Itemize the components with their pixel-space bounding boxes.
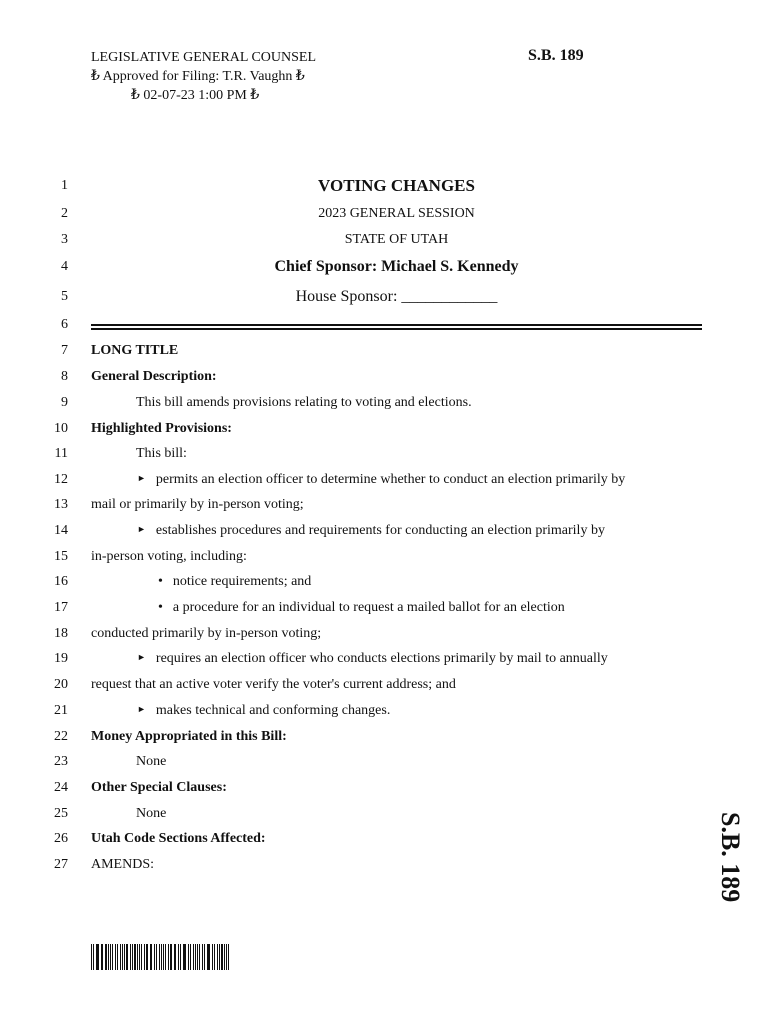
barcode-icon: [91, 944, 231, 970]
line-number: 11: [54, 446, 68, 461]
section-heading: Money Appropriated in this Bill:: [91, 729, 287, 744]
barcode-bar: [159, 944, 160, 970]
barcode-bar: [132, 944, 133, 970]
approval-date: ₺ 02-07-23 1:00 PM ₺: [131, 88, 260, 103]
barcode-bar: [199, 944, 200, 970]
line-number: 2: [61, 206, 68, 221]
barcode-bar: [212, 944, 213, 970]
list-item: [137, 523, 605, 539]
list-item: [137, 651, 608, 667]
line-number: 12: [54, 472, 68, 487]
line-number: 26: [54, 831, 68, 846]
body-line: conducted primarily by in-person voting;: [91, 626, 322, 641]
barcode-bar: [115, 944, 116, 970]
section-heading: Utah Code Sections Affected:: [91, 831, 266, 846]
line-number: 3: [61, 232, 68, 247]
dot-bullet-icon: •: [158, 574, 163, 589]
triangle-bullet-icon: ►: [137, 652, 146, 662]
barcode-bar: [144, 944, 145, 970]
line-number: 18: [54, 626, 68, 641]
barcode-bar: [197, 944, 198, 970]
barcode-bar: [154, 944, 155, 970]
line-number: 23: [54, 754, 68, 769]
barcode-bar: [124, 944, 125, 970]
barcode-bar: [93, 944, 94, 970]
section-heading: Other Special Clauses:: [91, 780, 227, 795]
barcode-bar: [91, 944, 92, 970]
barcode-bar: [134, 944, 135, 970]
barcode-bar: [130, 944, 131, 970]
line-number: 4: [61, 259, 68, 274]
barcode-bar: [117, 944, 118, 970]
body-line: This bill amends provisions relating to voting and elections.: [136, 395, 472, 410]
barcode-bar: [161, 944, 162, 970]
barcode-bar: [156, 944, 157, 970]
barcode-bar: [122, 944, 123, 970]
barcode-bar: [224, 944, 225, 970]
session-line: 2023 GENERAL SESSION: [318, 206, 475, 221]
house-sponsor: House Sponsor: ____________: [295, 288, 498, 305]
line-number: 20: [54, 677, 68, 692]
list-item: [158, 600, 565, 616]
line-number: 22: [54, 729, 68, 744]
barcode-bar: [208, 944, 210, 970]
barcode-bar: [110, 944, 111, 970]
state-line: STATE OF UTAH: [344, 232, 449, 247]
line-number: 25: [54, 806, 68, 821]
chief-sponsor: Chief Sponsor: Michael S. Kennedy: [274, 258, 519, 275]
barcode-bar: [137, 944, 138, 970]
bill-number: S.B. 189: [528, 47, 584, 64]
barcode-bar: [151, 944, 152, 970]
body-line: request that an active voter verify the voter's current address; and: [91, 677, 456, 692]
section-heading: LONG TITLE: [91, 343, 179, 358]
barcode-bar: [168, 944, 170, 970]
line-number: 16: [54, 574, 68, 589]
list-item: [137, 472, 625, 488]
barcode-bar: [163, 944, 164, 970]
line-number: 9: [61, 395, 68, 410]
barcode-bar: [188, 944, 190, 970]
triangle-bullet-icon: ►: [137, 473, 146, 483]
list-item: [137, 703, 390, 719]
barcode-bar: [180, 944, 181, 970]
line-number: 7: [61, 343, 68, 358]
line-number: 21: [54, 703, 68, 718]
barcode-bar: [105, 944, 107, 970]
barcode-bar: [126, 944, 128, 970]
barcode-bar: [207, 944, 208, 970]
line-number: 27: [54, 857, 68, 872]
list-item-text: permits an election officer to determine whether to conduct an election primarily by: [155, 472, 626, 487]
section-heading: General Description:: [91, 369, 217, 384]
double-rule-top: [91, 324, 702, 326]
approval-line: ₺ Approved for Filing: T.R. Vaughn ₺: [91, 69, 305, 84]
barcode-bar: [120, 944, 121, 970]
body-line: None: [136, 806, 167, 821]
line-number: 14: [54, 523, 68, 538]
line-number: 6: [61, 317, 68, 332]
bill-title: VOTING CHANGES: [318, 176, 475, 195]
barcode-bar: [112, 944, 113, 970]
barcode-bar: [190, 944, 191, 970]
line-number: 13: [54, 497, 68, 512]
line-number: 5: [61, 289, 68, 304]
barcode-bar: [202, 944, 203, 970]
triangle-bullet-icon: ►: [137, 524, 146, 534]
list-item-text: makes technical and conforming changes.: [155, 703, 391, 718]
barcode-bar: [204, 944, 205, 970]
barcode-bar: [141, 944, 142, 970]
barcode-bar: [150, 944, 151, 970]
list-item: [158, 574, 311, 590]
body-line: This bill:: [136, 446, 187, 461]
barcode-bar: [228, 944, 229, 970]
barcode-bar: [183, 944, 184, 970]
barcode-bar: [217, 944, 218, 970]
barcode-bar: [146, 944, 148, 970]
barcode-bar: [221, 944, 222, 970]
barcode-bar: [102, 944, 103, 970]
barcode-bar: [101, 944, 102, 970]
line-number: 15: [54, 549, 68, 564]
barcode-bar: [97, 944, 98, 970]
line-number: 24: [54, 780, 68, 795]
triangle-bullet-icon: ►: [137, 704, 146, 714]
list-item-text: notice requirements; and: [172, 574, 312, 589]
barcode-bar: [165, 944, 166, 970]
barcode-bar: [96, 944, 97, 970]
line-number: 17: [54, 600, 68, 615]
barcode-bar: [108, 944, 109, 970]
barcode-bar: [193, 944, 194, 970]
line-number: 1: [61, 178, 68, 193]
body-line: in-person voting, including:: [91, 549, 247, 564]
list-item-text: establishes procedures and requirements for conducting an election primarily by: [155, 523, 605, 538]
counsel-heading: LEGISLATIVE GENERAL COUNSEL: [91, 50, 317, 65]
barcode-bar: [139, 944, 140, 970]
barcode-bar: [184, 944, 185, 970]
dot-bullet-icon: •: [158, 600, 163, 615]
body-line: None: [136, 754, 167, 769]
barcode-bar: [170, 944, 171, 970]
barcode-bar: [226, 944, 227, 970]
side-bill-label: S.B. 189: [716, 812, 745, 903]
list-item-text: requires an election officer who conducts elections primarily by mail to annually: [155, 651, 608, 666]
barcode-bar: [214, 944, 215, 970]
line-number: 8: [61, 369, 68, 384]
body-line: AMENDS:: [91, 857, 155, 872]
barcode-bar: [219, 944, 220, 970]
body-line: mail or primarily by in-person voting;: [91, 497, 304, 512]
section-heading: Highlighted Provisions:: [91, 421, 232, 436]
list-item-text: a procedure for an individual to request a mailed ballot for an election: [172, 600, 565, 615]
barcode-bar: [175, 944, 176, 970]
line-number: 19: [54, 651, 68, 666]
barcode-bar: [178, 944, 179, 970]
line-number: 10: [54, 421, 68, 436]
barcode-bar: [195, 944, 196, 970]
double-rule-bottom: [91, 328, 702, 330]
barcode-bar: [174, 944, 175, 970]
